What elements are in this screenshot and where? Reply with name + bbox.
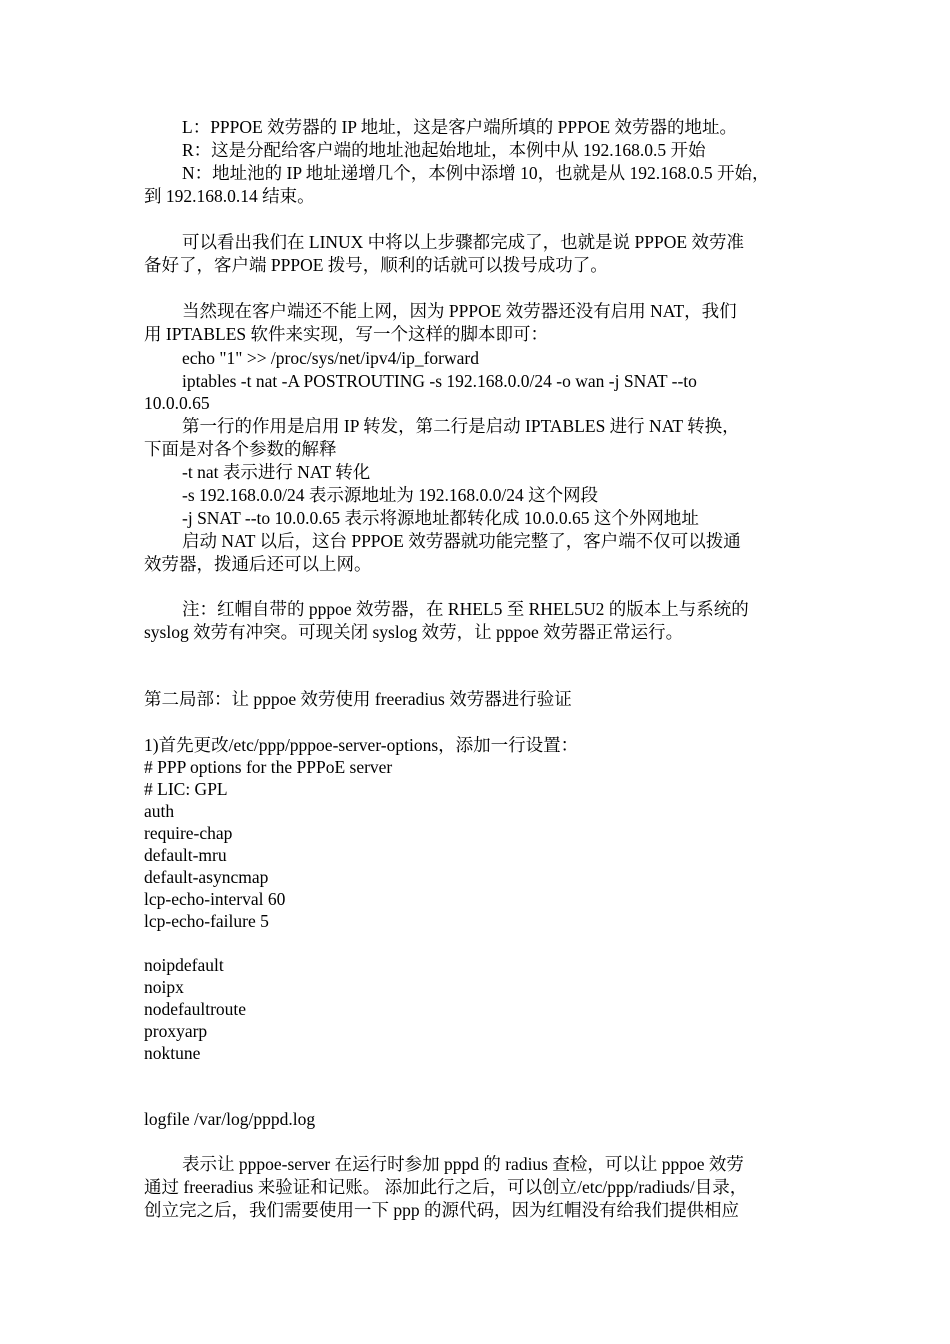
- config-line: noipdefault: [144, 955, 224, 975]
- text-line: 第一行的作用是启用 IP 转发，第二行是启动 IPTABLES 进行 NAT 转换，: [182, 416, 740, 436]
- text-line: 创立完之后，我们需要使用一下 ppp 的源代码，因为红帽没有给我们提供相应: [144, 1200, 739, 1220]
- text-line: N：地址池的 IP 地址递增几个，本例中添增 10，也就是从 192.168.0.5 开始，: [182, 163, 770, 183]
- code-line: 10.0.0.65: [144, 393, 210, 413]
- text-line: -t nat 表示进行 NAT 转化: [182, 462, 371, 482]
- config-line: logfile /var/log/pppd.log: [144, 1109, 316, 1129]
- text-line: 1)首先更改/etc/ppp/pppoe-server-options，添加一行设置：: [144, 735, 579, 755]
- config-line: # LIC: GPL: [144, 779, 228, 799]
- text-line: L：PPPOE 效劳器的 IP 地址，这是客户端所填的 PPPOE 效劳器的地址。: [182, 117, 738, 137]
- section-heading: 第二局部：让 pppoe 效劳使用 freeradius 效劳器进行验证: [144, 689, 572, 709]
- config-line: require-chap: [144, 823, 233, 843]
- text-line: 备好了，客户端 PPPOE 拨号，顺利的话就可以拨号成功了。: [144, 255, 608, 275]
- text-line: -s 192.168.0.0/24 表示源地址为 192.168.0.0/24 这个网段: [182, 485, 599, 505]
- config-line: default-asyncmap: [144, 867, 269, 887]
- note-line: syslog 效劳有冲突。可现关闭 syslog 效劳，让 pppoe 效劳器正常运行。: [144, 622, 684, 642]
- text-line: 下面是对各个参数的解释: [144, 439, 337, 459]
- config-line: # PPP options for the PPPoE server: [144, 757, 393, 777]
- config-line: lcp-echo-interval 60: [144, 889, 286, 909]
- note-line: 注：红帽自带的 pppoe 效劳器，在 RHEL5 至 RHEL5U2 的版本上与系统的: [182, 599, 749, 619]
- code-line: echo "1" >> /proc/sys/net/ipv4/ip_forward: [182, 348, 479, 368]
- text-line: 效劳器，拨通后还可以上网。: [144, 554, 372, 574]
- text-line: -j SNAT --to 10.0.0.65 表示将源地址都转化成 10.0.0.65 这个外网地址: [182, 508, 699, 528]
- text-line: 通过 freeradius 来验证和记账。 添加此行之后，可以创立/etc/ppp/radiuds/目录，: [144, 1177, 748, 1197]
- code-line: iptables -t nat -A POSTROUTING -s 192.168.0.0/24 -o wan -j SNAT --to: [182, 371, 697, 391]
- config-line: default-mru: [144, 845, 227, 865]
- text-line: 表示让 pppoe-server 在运行时参加 pppd 的 radius 查检，可以让 pppoe 效劳: [182, 1154, 744, 1174]
- config-line: noipx: [144, 977, 184, 997]
- config-line: lcp-echo-failure 5: [144, 911, 269, 931]
- config-line: proxyarp: [144, 1021, 208, 1041]
- config-line: nodefaultroute: [144, 999, 247, 1019]
- text-line: 可以看出我们在 LINUX 中将以上步骤都完成了，也就是说 PPPOE 效劳准: [182, 232, 744, 252]
- text-line: 用 IPTABLES 软件来实现，写一个这样的脚本即可：: [144, 324, 549, 344]
- text-line: R：这是分配给客户端的地址池起始地址，本例中从 192.168.0.5 开始: [182, 140, 706, 160]
- text-line: 当然现在客户端还不能上网，因为 PPPOE 效劳器还没有启用 NAT，我们: [182, 301, 737, 321]
- text-line: 到 192.168.0.14 结束。: [144, 186, 315, 206]
- text-line: 启动 NAT 以后，这台 PPPOE 效劳器就功能完整了，客户端不仅可以拨通: [182, 531, 741, 551]
- config-line: auth: [144, 801, 175, 821]
- config-line: noktune: [144, 1043, 201, 1063]
